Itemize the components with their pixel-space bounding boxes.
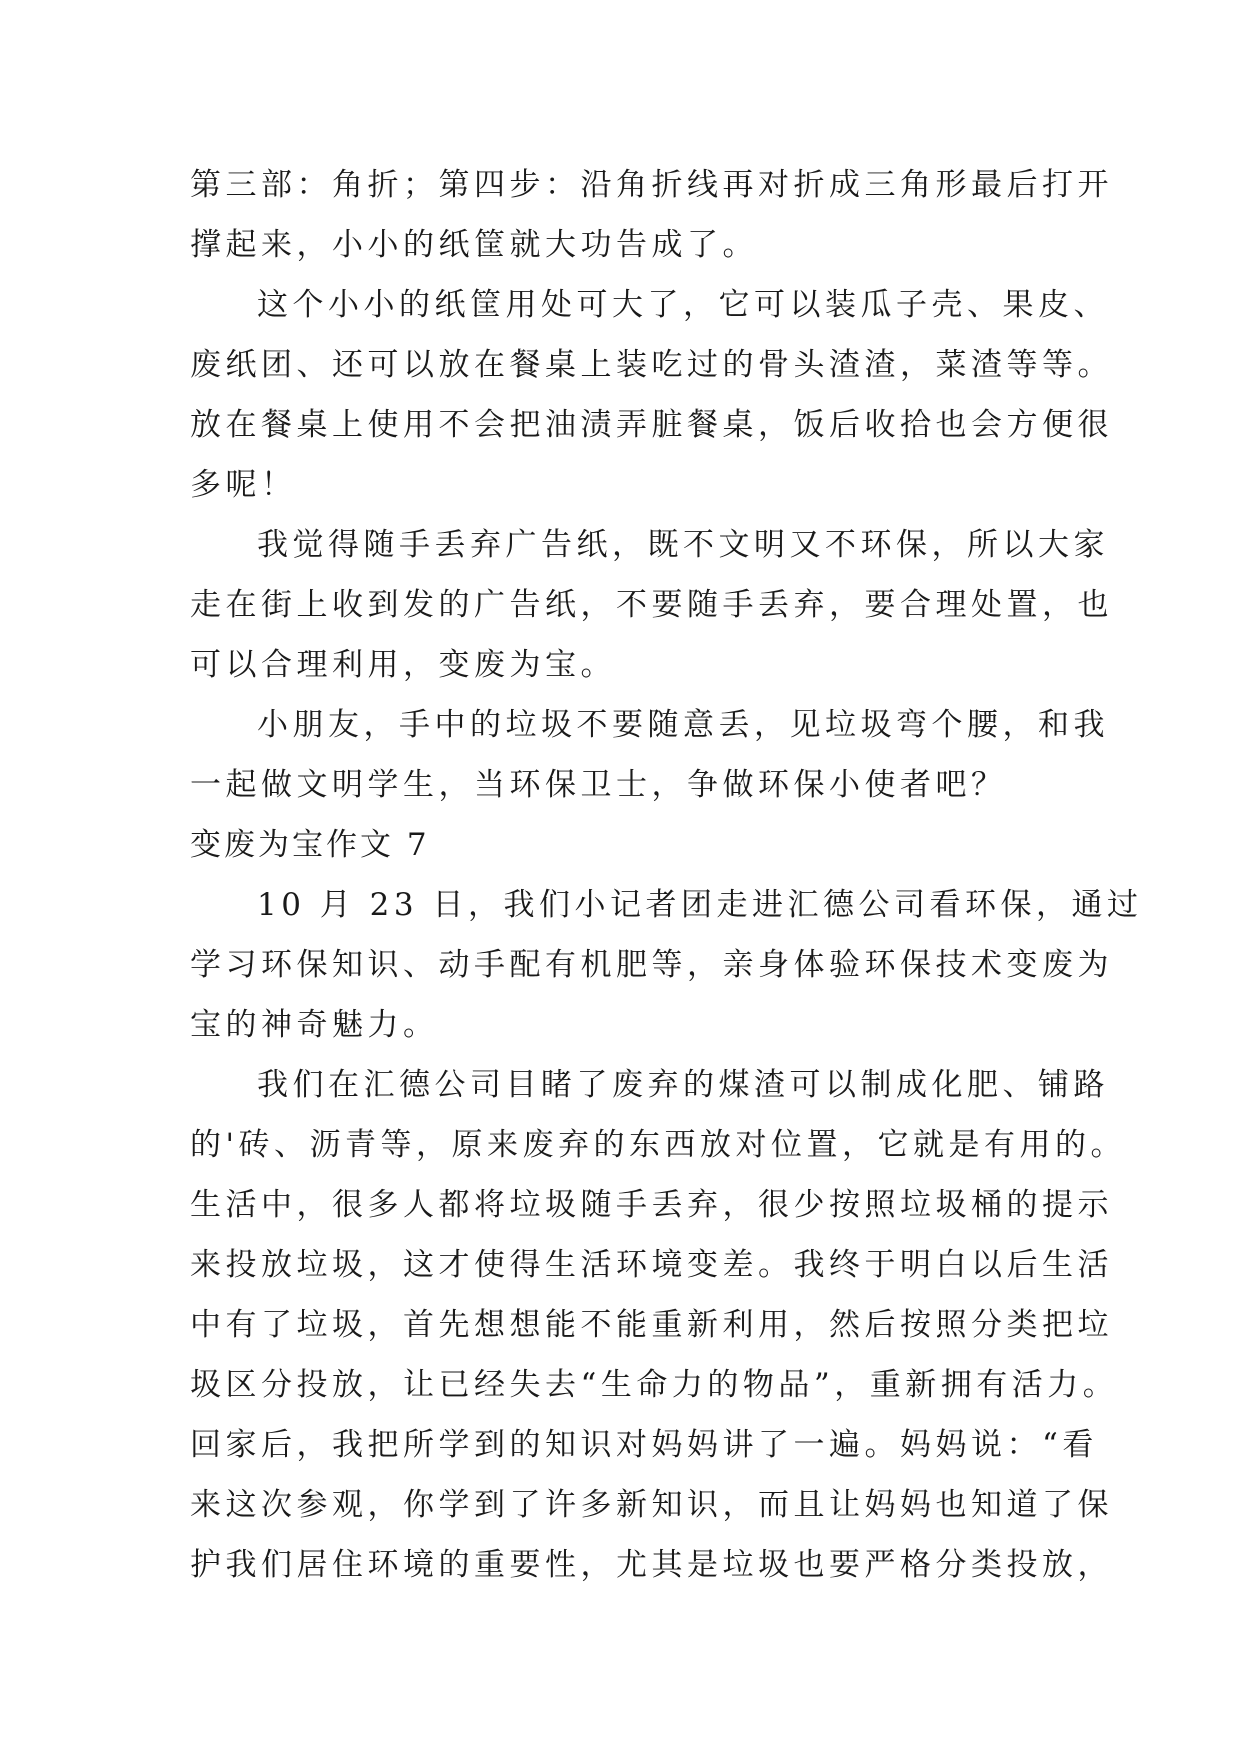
section-heading: 变废为宝作文 7 (190, 827, 430, 863)
paragraph-start-line: 小朋友，手中的垃圾不要随意丢，见垃圾弯个腰，和我 (257, 707, 1109, 743)
text-line: 一起做文明学生，当环保卫士，争做环保小使者吧？ (190, 767, 1007, 803)
text-line: 多呢！ (190, 467, 297, 503)
text-line: 学习环保知识、动手配有机肥等，亲身体验环保技术变废为 (190, 947, 1113, 983)
text-line: 护我们居住环境的重要性，尤其是垃圾也要严格分类投放， (190, 1547, 1113, 1583)
text-line: 宝的神奇魅力。 (190, 1007, 439, 1043)
text-line: 撑起来，小小的纸筐就大功告成了。 (190, 227, 758, 263)
paragraph-start-line: 我觉得随手丢弃广告纸，既不文明又不环保，所以大家 (257, 527, 1109, 563)
text-line: 回家后，我把所学到的知识对妈妈讲了一遍。妈妈说：“看 (190, 1427, 1098, 1463)
text-line: 来这次参观，你学到了许多新知识，而且让妈妈也知道了保 (190, 1487, 1113, 1523)
text-line: 中有了垃圾，首先想想能不能重新利用，然后按照分类把垃 (190, 1307, 1113, 1343)
text-line: 第三部：角折；第四步：沿角折线再对折成三角形最后打开 (190, 167, 1113, 203)
text-line: 生活中，很多人都将垃圾随手丢弃，很少按照垃圾桶的提示 (190, 1187, 1113, 1223)
text-line: 走在街上收到发的广告纸，不要随手丢弃，要合理处置，也 (190, 587, 1113, 623)
text-line: 的'砖、沥青等，原来废弃的东西放对位置，它就是有用的。 (190, 1127, 1127, 1163)
text-line: 放在餐桌上使用不会把油渍弄脏餐桌，饭后收拾也会方便很 (190, 407, 1113, 443)
paragraph-start-line: 我们在汇德公司目睹了废弃的煤渣可以制成化肥、铺路 (257, 1067, 1109, 1103)
text-line: 来投放垃圾，这才使得生活环境变差。我终于明白以后生活 (190, 1247, 1113, 1283)
text-line: 圾区分投放，让已经失去“生命力的物品”，重新拥有活力。 (190, 1367, 1119, 1403)
document-body (190, 155, 1143, 1595)
text-line: 可以合理利用，变废为宝。 (190, 647, 616, 683)
text-line: 废纸团、还可以放在餐桌上装吃过的骨头渣渣，菜渣等等。 (190, 347, 1113, 383)
paragraph-start-line: 这个小小的纸筐用处可大了，它可以装瓜子壳、果皮、 (257, 287, 1109, 323)
paragraph-start-line: 10 月 23 日，我们小记者团走进汇德公司看环保，通过 (257, 887, 1143, 923)
